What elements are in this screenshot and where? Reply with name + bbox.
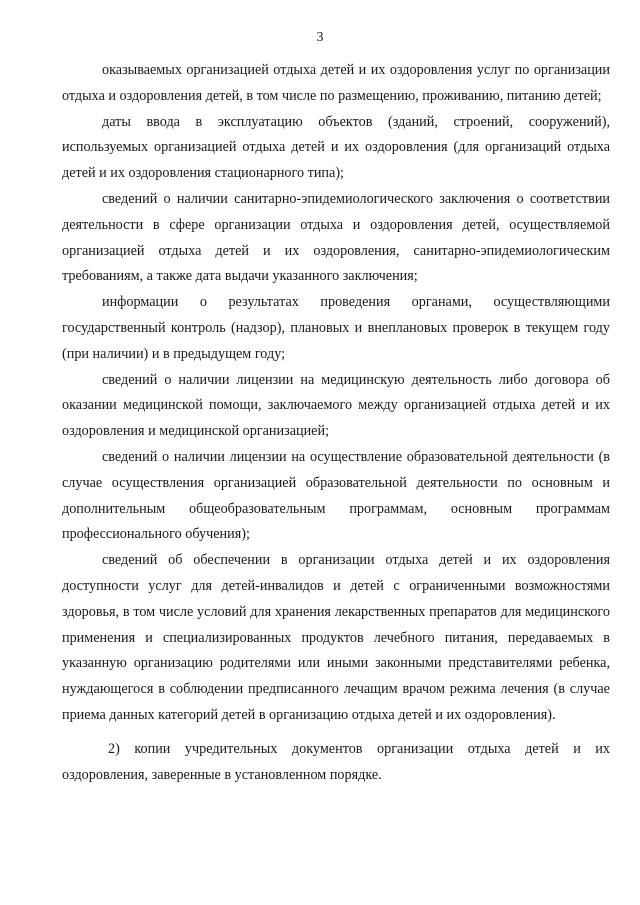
- paragraph: информации о результатах проведения органами, осуществляющими государственный контроль (надзор), плановых и внеплановых проверок в текущем году (при наличии) и в предыдущем году;: [62, 294, 610, 362]
- numbered-item-2: 2) копии учредительных документов организации отдыха детей и их оздоровления, заверенные в установленном порядке.: [62, 740, 610, 783]
- paragraph: оказываемых организацией отдыха детей и их оздоровления услуг по организации отдыха и оздоровления детей, в том числе по размещению, проживанию, питанию детей;: [62, 62, 610, 104]
- paragraph: сведений об обеспечении в организации отдыха детей и их оздоровления доступности услуг для детей-инвалидов и детей с ограниченными возможностями здоровья, в том числе условий для хранения лекарственных препаратов для медицинского применения и специализированных продуктов лечебного питания, передаваемых в указанную организацию родителями или иными законными представителями ребенка, нуждающегося в соблюдении предписанного лечащим врачом режима лечения (в случае приема данных категорий детей в организацию отдыха детей и их оздоровления).: [62, 552, 610, 723]
- page-number: 3: [316, 30, 324, 45]
- body-text: [62, 58, 610, 788]
- paragraph: сведений о наличии санитарно-эпидемиологического заключения о соответствии деятельности в сфере организации отдыха и оздоровления детей, осуществляемой организацией отдыха детей и их оздоровления, санитарно-эпидемиологическим требованиям, а также дата выдачи указанного заключения;: [62, 190, 610, 285]
- paragraph: сведений о наличии лицензии на медицинскую деятельность либо договора об оказании медицинской помощи, заключаемого между организацией отдыха детей и их оздоровления и медицинской организацией;: [62, 371, 610, 440]
- paragraph: сведений о наличии лицензии на осуществление образовательной деятельности (в случае осуществления организацией образовательной деятельности по основным и дополнительным общеобразовательным программам, основным программам профессионального обучения);: [62, 448, 610, 543]
- paragraph: даты ввода в эксплуатацию объектов (зданий, строений, сооружений), используемых организацией отдыха детей и их оздоровления (для организаций отдыха детей и их оздоровления стационарного типа);: [62, 113, 610, 182]
